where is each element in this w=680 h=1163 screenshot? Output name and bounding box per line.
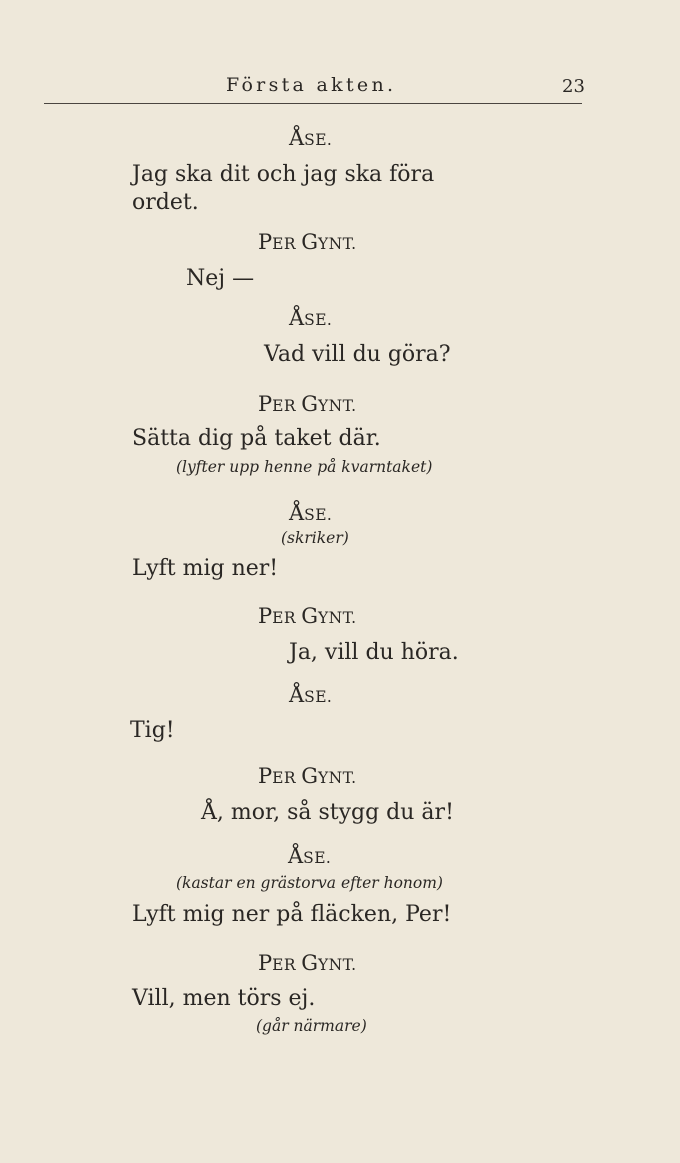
verse-line: Lyft mig ner på fläcken, Per! [132, 902, 452, 927]
verse-line: Nej — [186, 266, 255, 291]
verse-line: ordet. [132, 190, 199, 215]
speaker-per-gynt: PER GYNT. [258, 951, 357, 975]
verse-line: Å, mor, så stygg du är! [201, 800, 454, 825]
stage-direction: (går närmare) [256, 1017, 367, 1035]
speaker-per-gynt: PER GYNT. [258, 764, 357, 788]
verse-line: Vill, men törs ej. [132, 986, 316, 1011]
speaker-per-gynt: PER GYNT. [258, 392, 357, 416]
verse-line: Ja, vill du höra. [289, 640, 459, 665]
stage-direction: (kastar en grästorva efter honom) [176, 874, 443, 892]
speaker-per-gynt: PER GYNT. [258, 604, 357, 628]
verse-line: Vad vill du göra? [264, 342, 451, 367]
speaker-ase: ÅSE. [289, 126, 333, 150]
header-rule [44, 103, 582, 104]
page-number: 23 [562, 76, 585, 97]
speaker-ase: ÅSE. [289, 501, 333, 525]
speaker-ase: ÅSE. [289, 306, 333, 330]
verse-line: Sätta dig på taket där. [132, 426, 381, 451]
verse-line: Tig! [130, 718, 175, 743]
running-title: Första akten. [226, 74, 397, 96]
speaker-per-gynt: PER GYNT. [258, 230, 357, 254]
verse-line: Jag ska dit och jag ska föra [132, 162, 435, 187]
stage-direction: (lyfter upp henne på kvarntaket) [176, 458, 433, 476]
stage-direction: (skriker) [281, 529, 349, 547]
verse-line: Lyft mig ner! [132, 556, 279, 581]
speaker-ase: ÅSE. [288, 844, 332, 868]
speaker-ase: ÅSE. [289, 683, 333, 707]
